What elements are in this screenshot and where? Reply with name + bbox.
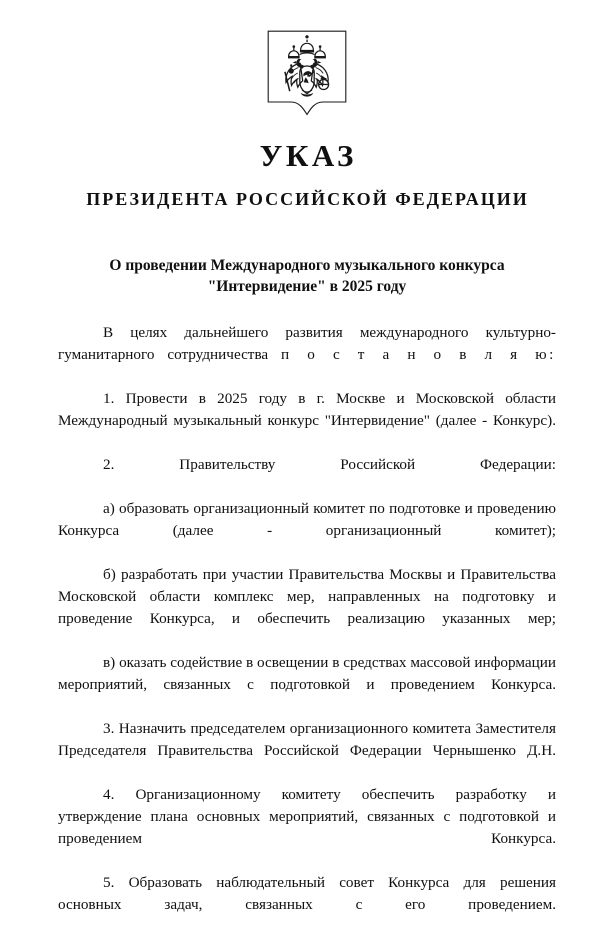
- paragraph-item-2b: б) разработать при участии Правительства Москвы и Правительства Московской области комплекс мер, направленных на подготовку и проведение Конкурса, и обеспечить реализацию указанных мер;: [58, 566, 556, 627]
- paragraph-item-4: 4. Организационному комитету обеспечить разработку и утверждение плана основных мероприятий, связанных с подготовкой и проведением Конкурса.: [58, 786, 556, 847]
- preamble-verb: п о с т а н о в л я ю:: [281, 346, 556, 363]
- page-title: УКАЗ: [259, 138, 357, 173]
- decree-heading-line-1: О проведении Международного музыкального конкурса: [109, 257, 505, 274]
- paragraph-item-5: 5. Образовать наблюдательный совет Конкурса для решения основных задач, связанных с его проведением.: [58, 874, 556, 913]
- emblem-container: [0, 30, 613, 128]
- paragraph-item-3: 3. Назначить председателем организационного комитета Заместителя Председателя Правительства Российской Федерации Чернышенко Д.Н.: [58, 720, 556, 759]
- decree-heading-line-2: "Интервидение" в 2025 году: [207, 278, 407, 295]
- preamble-text: В целях дальнейшего развития международного культурно-гуманитарного сотрудничества: [58, 324, 556, 363]
- paragraph-preamble: [58, 322, 556, 388]
- paragraph-item-2v: в) оказать содействие в освещении в средствах массовой информации мероприятий, связанных с подготовкой и проведением Конкурса.: [58, 654, 556, 693]
- title-block: [0, 140, 613, 209]
- page-subtitle: ПРЕЗИДЕНТА РОССИЙСКОЙ ФЕДЕРАЦИИ: [86, 188, 529, 209]
- paragraph-item-1: 1. Провести в 2025 году в г. Москве и Московской области Международный музыкальный конкурс "Интервидение" (далее - Конкурс).: [58, 390, 556, 429]
- paragraph-item-2: 2. Правительству Российской Федерации:: [103, 456, 556, 473]
- paragraph-item-2a: а) образовать организационный комитет по подготовке и проведению Конкурса (далее - организационный комитет);: [58, 500, 556, 539]
- decree-body: [58, 322, 556, 938]
- russian-coat-of-arms-icon: [267, 30, 347, 128]
- decree-heading: [70, 255, 544, 297]
